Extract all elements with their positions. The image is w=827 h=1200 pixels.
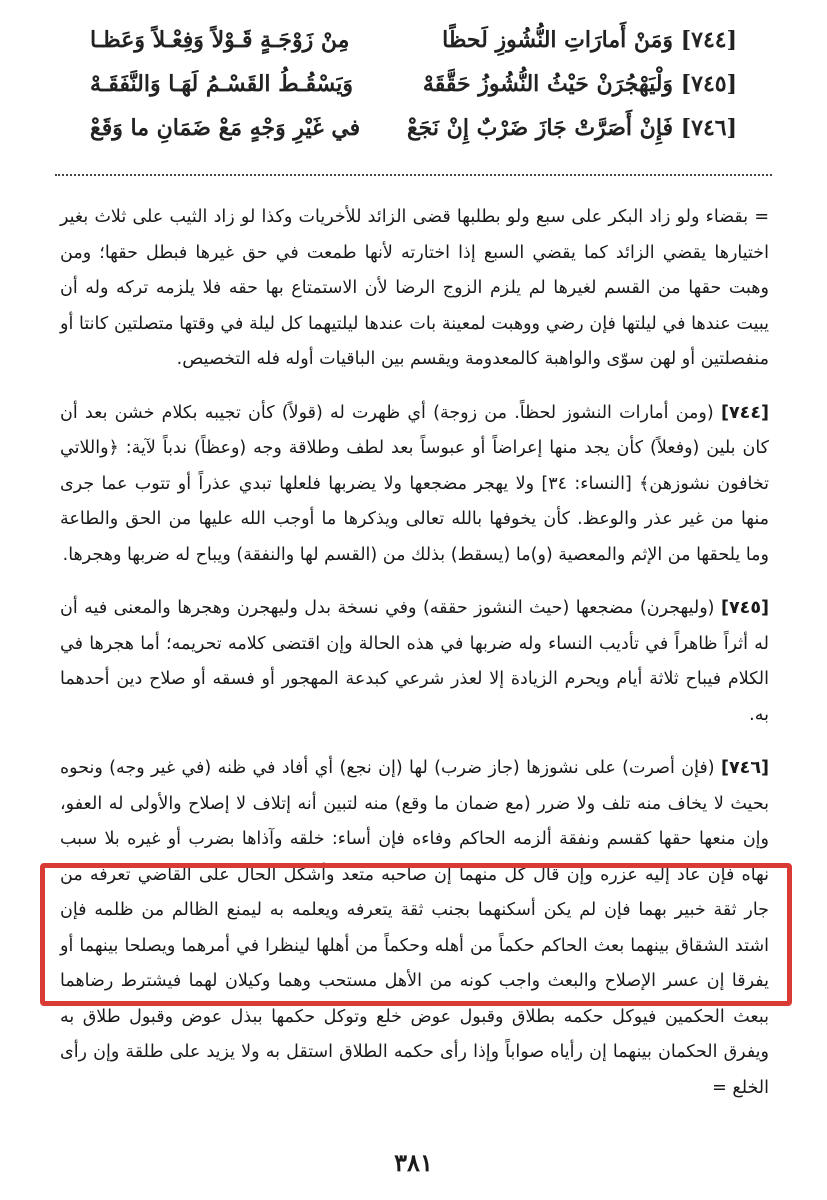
verse-number: [٧٤٤] [720, 402, 769, 423]
page-number: ٣٨١ [394, 1148, 433, 1177]
commentary-paragraph [60, 591, 769, 733]
verse-line [90, 18, 737, 62]
verse-line [90, 106, 737, 150]
verse-hemistich-right: [٧٤٥] وَلْيَهْجُرَنْ حَيْثُ النُّشُوزُ حَقَّقَهْ [422, 71, 737, 97]
paragraph-body: (ومن أمارات النشوز لحظاً. من زوجة) أي ظهرت له (قولاً) كأن تجيبه بكلام خشن بعد أن كان بلين (وفعلاً) كأن يجد منها إعراضاً أو عبوساً بعد لطف وطلاقة وجه (وعظاً) ندباً لآية: ﴿واللاتي تخافون نشوزهن﴾ [النساء: ٣٤] ولا يهجر مضجعها ولا يضربها فلعلها تبدي عذراً أو تتوب عما جرى منها من غير عذر والوعظ. كأن يخوفها بالله تعالى ويذكرها ما أوجب الله عليها من الحق والطاعة وما يلحقها من الإثم والمعصية (و)ما (يسقط) بذلك من (القسم لها والنفقة) ويباح له ضربها وهجرها. [60, 402, 769, 565]
verse-number: [٧٤٥] [720, 598, 769, 618]
commentary-paragraph [60, 396, 769, 574]
commentary-paragraph: = بقضاء ولو زاد البكر على سبع ولو بطلبها قضى الزائد للأخريات وكذا لو زاد الثيب على ثلاث بغير اختيارها يقضي الزائد كما يقضي السبع إذا اختارته لأنها طمعت في حق غيرها فبطل حقها؛ ومن وهبت حقها من القسم لغيرها لم يلزم الزوج الرضا لأن الاستمتاع بها حقه فلا يلزمه تركه وله أن يبيت عندها في ليلتها فإن رضي ووهبت لمعينة بات عندها ليلتيهما كل ليلة في وقتها متصلتين كانتا أو منفصلتين أو لهن سوّى والواهبة كالمعدومة ويقسم بين الباقيات أوله فله التخصيص. [60, 207, 769, 369]
paragraph-body: (وليهجرن) مضجعها (حيث النشوز حققه) وفي نسخة بدل وليهجرن وهجرها والمعنى فيه أن له أثراً ظاهراً في تأديب النساء وله ضربها في هذه الحالة وإن اقتضى كلامه تحريمه؛ أما هجرها في الكلام فيباح ثلاثة أيام ويحرم الزيادة إلا لعذر شرعي كبدعة المهجور أو فسقه أو صلاح دين أحدهما به. [60, 598, 769, 725]
paragraph-body: (فإن أصرت) على نشوزها (جاز ضرب) لها (إن نجع) أي أفاد في ظنه (في غير وجه) ونحوه بحيث لا يخاف منه تلف ولا ضرر (مع ضمان ما وقع) منه لتبين أنه إتلاف لا إصلاح والأولى له العفو، وإن منعها حقها كقسم ونفقة ألزمه الحاكم وفاءه فإن أساء: خلقه وآذاها بضرب أو غيره بلا سبب نهاه فإن عاد إليه عزره وإن قال كل منهما إن صاحبه متعد وأشكل الحال على القاضي تعرفه من جار ثقة خبير بهما فإن لم يكن أسكنهما بجنب ثقة يتعرفه ويعلمه به ليمنع الظالم من ظلمه فإن اشتد الشقاق بينهما بعث الحاكم حكماً من أهله وحكماً من أهلها لينظرا في أمرهما ويصلحا بينهما أو يفرقا إن عسر الإصلاح والبعث واجب كونه من الأهل مستحب وهما وكيلان لهما فيشترط رضاهما ببعث الحكمين فيوكل حكمه بطلاق وقبول عوض خلع وتوكل حكمها ببذل عوض وقبول طلاق به ويفرق الحكمان بينهما إن رأياه صواباً وإذا رأى حكمه الطلاق استقل به ولا يزيد على طلقة وإن رأى الخلع = [60, 758, 769, 1098]
verse-number: [٧٤٦] [720, 758, 769, 778]
verse-hemistich-right: [٧٤٦] فَإِنْ أَصَرَّتْ جَازَ ضَرْبٌ إِنْ نَجَعْ [406, 115, 737, 141]
verse-hemistich-left: وَيَسْقُـطُ القَسْـمُ لَهَـا وَالنَّفَقَـهْ [90, 71, 354, 97]
verse-line [90, 62, 737, 106]
verse-hemistich-left: في غَيْرِ وَجْهٍ مَعْ ضَمَانِ ما وَقَعْ [90, 115, 361, 141]
dotted-separator [55, 174, 772, 176]
verse-hemistich-left: مِنْ زَوْجَـةٍ قَـوْلاً وَفِعْـلاً وَعَظـا [90, 27, 350, 53]
commentary-paragraph [60, 751, 769, 1106]
verse-block [90, 18, 737, 150]
verse-hemistich-right: [٧٤٤] وَمَنْ أَمارَاتِ النُّشُوزِ لَحظًا [442, 27, 737, 53]
commentary-text [60, 200, 769, 1124]
